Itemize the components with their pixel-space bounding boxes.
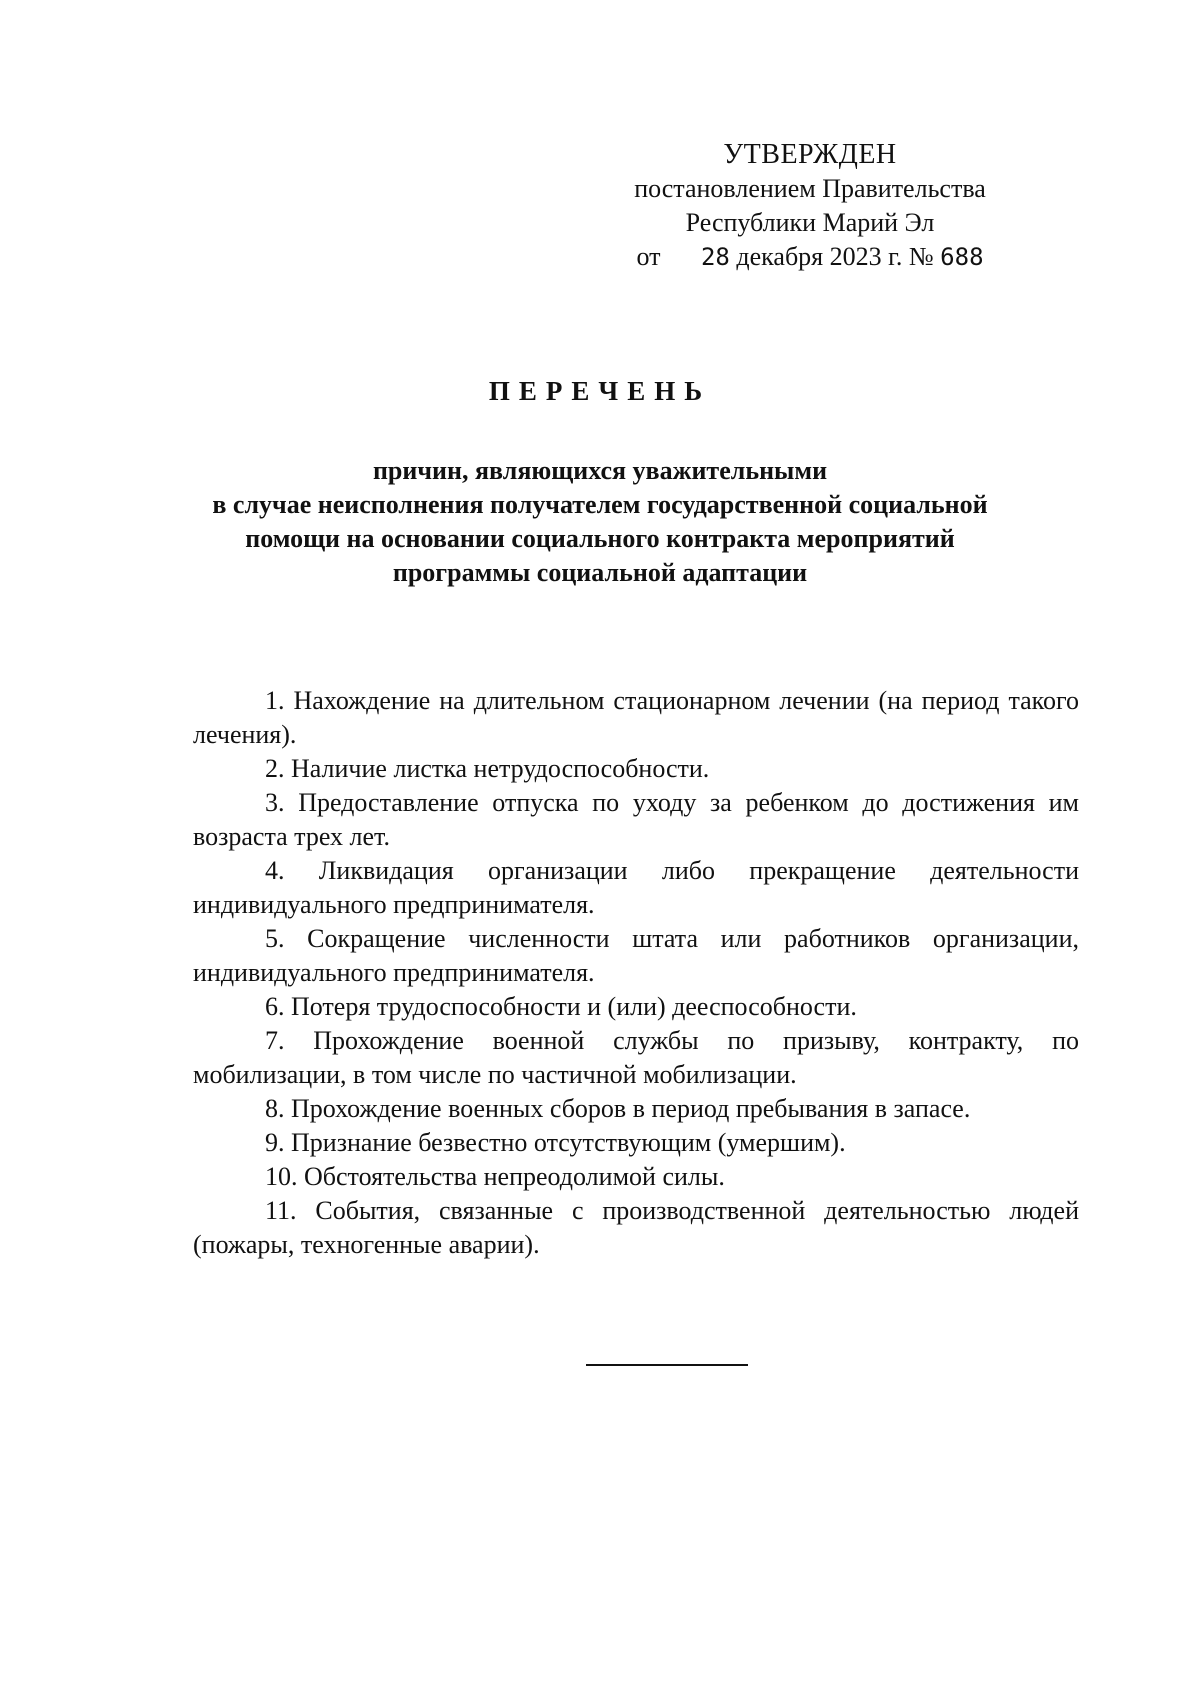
list-item: 10. Обстоятельства непреодолимой силы.	[265, 1162, 725, 1191]
subtitle-line: программы социальной адаптации	[392, 558, 808, 587]
approval-heading: УТВЕРЖДЕН	[723, 139, 897, 170]
approval-date-line	[600, 240, 1020, 274]
subtitle-line: причин, являющихся уважительными	[372, 456, 828, 485]
list-item: 3. Предоставление отпуска по уходу за ребенком до достижения им возраста трех лет.	[193, 788, 1079, 851]
list-item: 7. Прохождение военной службы по призыву, контракту, по мобилизации, в том числе по частичной мобилизации.	[193, 1026, 1079, 1089]
date-day: 28	[700, 243, 730, 271]
subtitle-line: помощи на основании социального контракта мероприятий	[245, 524, 955, 553]
list-item: 2. Наличие листка нетрудоспособности.	[265, 754, 710, 783]
list-item: 6. Потеря трудоспособности и (или) дееспособности.	[265, 992, 857, 1021]
list-item: 5. Сокращение численности штата или работников организации, индивидуального предпринимателя.	[193, 924, 1079, 987]
list-item: 11. События, связанные с производственной деятельностью людей (пожары, техногенные аварии).	[193, 1196, 1079, 1259]
document-subtitle	[150, 454, 1050, 590]
document-title: ПЕРЕЧЕНЬ	[488, 376, 712, 406]
approval-line-1: постановлением Правительства	[634, 174, 986, 203]
list-item: 9. Признание безвестно отсутствующим (умершим).	[265, 1128, 846, 1157]
date-month-year: декабря 2023 г. №	[736, 242, 934, 271]
reasons-list	[193, 684, 1079, 1262]
subtitle-line: в случае неисполнения получателем государственной социальной	[212, 490, 988, 519]
approval-line-2: Республики Марий Эл	[685, 208, 935, 237]
end-separator-line	[586, 1364, 748, 1366]
list-item: 8. Прохождение военных сборов в период пребывания в запасе.	[265, 1094, 971, 1123]
list-item: 1. Нахождение на длительном стационарном лечении (на период такого лечения).	[193, 686, 1079, 749]
document-number: 688	[940, 243, 984, 271]
list-item: 4. Ликвидация организации либо прекращение деятельности индивидуального предпринимателя.	[193, 856, 1079, 919]
approval-stamp	[600, 138, 1020, 274]
date-prefix: от	[636, 242, 661, 271]
